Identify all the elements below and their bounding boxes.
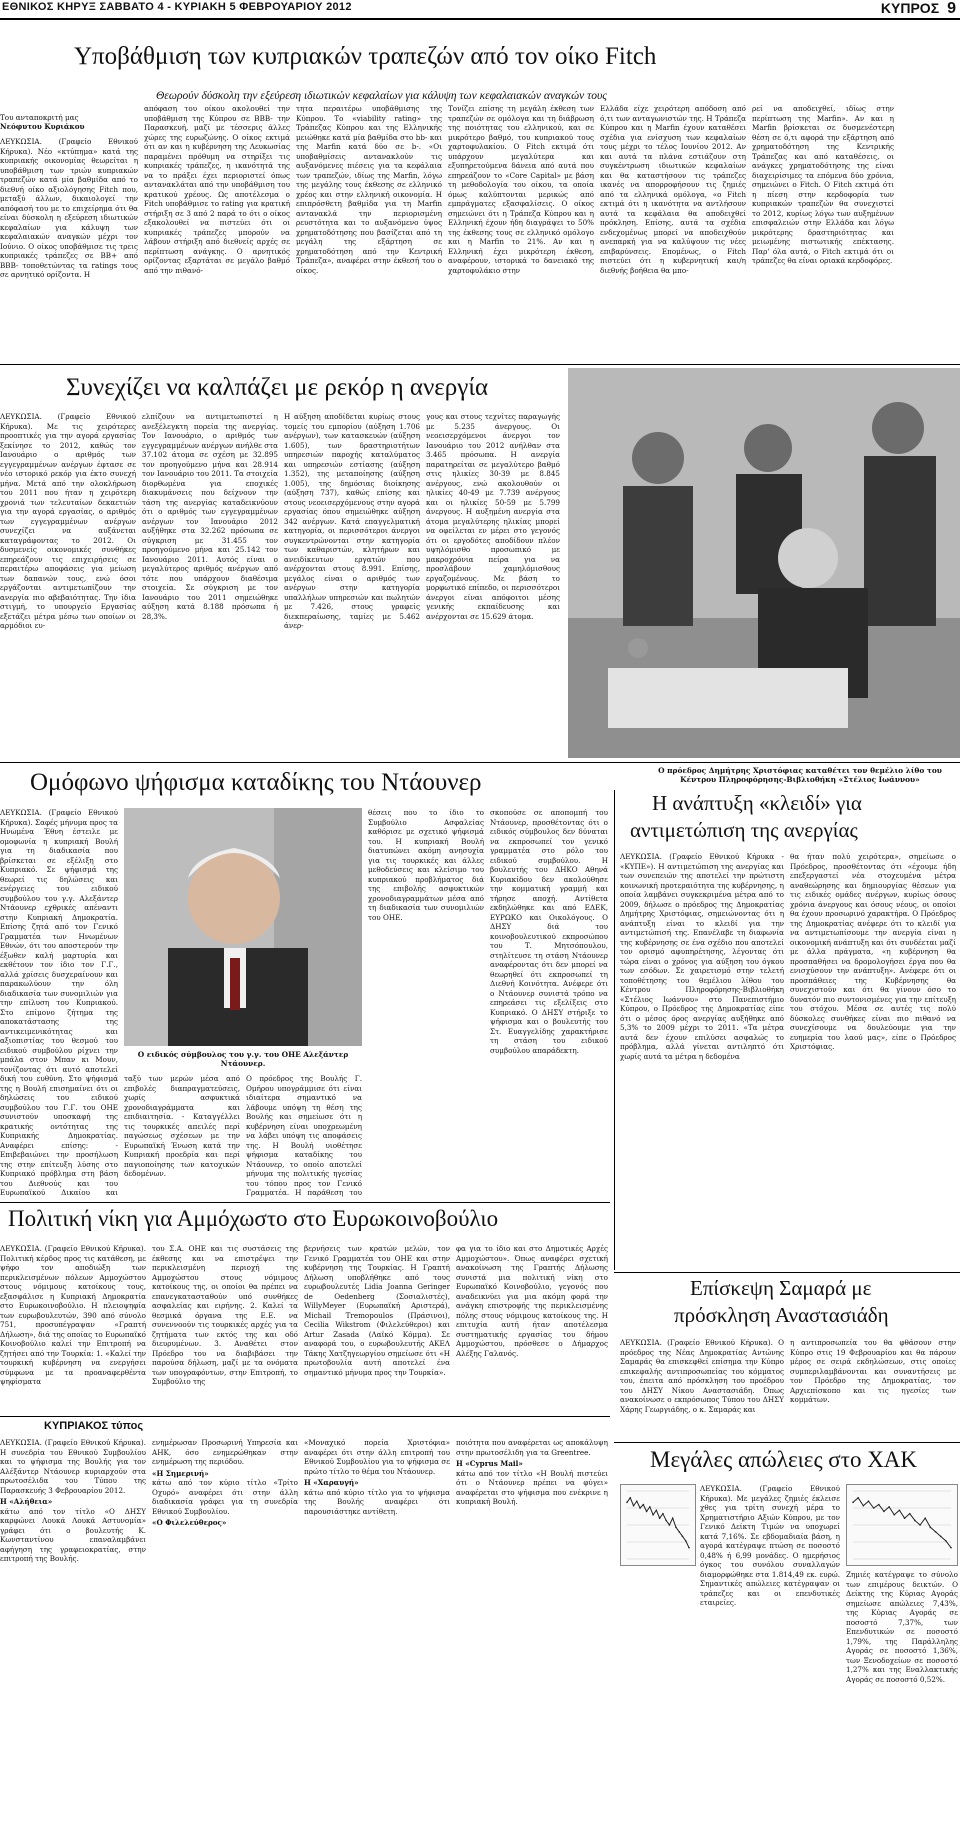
data-point [672,1517,674,1519]
press-label: ΚΥΠΡΙΑΚΟΣ τύπος [44,1420,144,1432]
samaras-headline-1: Επίσκεψη Σαμαρά με [690,1276,872,1300]
data-point [643,1504,645,1506]
fitch-byline [0,113,138,132]
data-point [656,1509,658,1511]
data-point [863,1505,865,1507]
divider [614,1442,960,1443]
fitch-col-1: ΛΕΥΚΩΣΙΑ. (Γραφείο Εθνικού Κήρυκα). Νέο «κτύπημα» κατά της κυπριακής οικονομίας θεωρείται η υποβάθμιση των τριών κυπριακών τραπεζών κατά μία βαθμίδα από το διεθνή οίκο αξιολόγησης Fitch που, μεταξύ άλλων, δικαιολογεί την απόφασή του με το επιχείρημα ότι θα είναι δύσκολη η εξεύρεση ιδιωτικών κεφαλαίων για κάλυψη των κεφαλαιακών αναγκών μέχρι τον Ιούνιο. Ο οίκος υποβάθμισε τις τρεις κυπριακές τράπεζες σε BB+ από BBB- τοποθετώντας τα ratings τους σε αρνητικό ορίζοντα. Η [0,137,138,279]
resolution-col-2: θέσεις που το ίδιο το Συμβούλιο Ασφαλείας καθόρισε με σχετικό ψήφισμά του. Η κυπριακή Βουλή διατυπώνει ακόμη ανησυχία για τις τουρκικές και άλλες μεθοδεύσεις και κλείσιμο του κυπριακού προβλήματος διά της επιβολής ασφυκτικών χρονοδιαγραμμάτων μέσα από τη διαδικασία των συνομιλιών του ΟΗΕ. [368,808,484,922]
resolution-col-2b: ταξύ των μερών μέσα από επιβολές διαπραγματεύσεις, χωρίς ασφυκτικά χρονοδιαγράμματα και επιδιαιτησία. - Καταγγέλλει τις τουρκικές απειλές περί παγώσεως σχέσεων με την Ευρωπαϊκή Ένωση κατά την Κυπριακή προεδρία και περί παγιοποίησης των κατοχικών δεδομένων. [124,1074,240,1178]
ceremony-photo-caption: Ο πρόεδρος Δημήτρης Χριστόφιας καταθέτει τον θεμέλιο λίθο του Κέντρου Πληροφόρησης-Βιβλιοθήκη «Στέλιος Ιωάννου» [658,766,942,785]
page-number: 9 [947,0,956,17]
divider [614,1272,960,1273]
ceremony-photo-image [568,368,960,758]
fitch-subhead: Θεωρούν δύσκολη την εξεύρεση ιδιωτικών κεφαλαίων για κάλυψη των κεφαλαιακών αναγκών τους [156,90,607,102]
data-point [914,1520,916,1522]
famagusta-headline: Πολιτική νίκη για Αμμόχωστο στο Ευρωκοινοβούλιο [8,1206,499,1231]
downer-photo-image [124,808,362,1046]
stocks-col-1: ΛΕΥΚΩΣΙΑ. (Γραφείο Εθνικού Κήρυκα). Με μεγάλες ζημιές έκλεισε χθες για τρίτη συνεχή μέρα το Χρηματιστήριο Αξιών Κύπρου, με τον Γενικό Δείκτη Τιμών να υποχωρεί κατά 7,16%. Σε εβδομαδιαία βάση, η αγορά κατέγραψε πτώση σε ποσοστό 0,48% ή 6,99 μονάδες. Ο ημερήσιος όγκος του συνόλου συναλλαγών διαμορφώθηκε στα 1.814,49 εκ. ευρώ. Σημαντικές απώλειες κατέγραψαν οι τράπεζες και οι επενδυτικές εταιρείες. [700,1484,840,1607]
famagusta-col-3: βερνήσεις των κρατών μελών, τον Γενικό Γραμματέα του ΟΗΕ και στην κυβέρνηση της Τουρκίας. Η Γραπτή Δήλωση υποβλήθηκε από τους ευρωβουλευτές Lidia Joanna Geringer de Oedenberg (Σοσιαλιστές), WillyMeyer (Ευρωπαϊκή Αριστερά), Michail Tremopoulos (Πράσινοι), Cecilia Wikstrom (Φιλελεύθεροι) και Artur Zasada (Λαϊκό Κόμμα). Σε αναφορά του, ο ευρωβουλευτής ΑΚΕΛ Τάκης Χατζηγεωργίου σημείωσε ότι «Η πρωτοβουλία αυτή αποτελεί ένα σημαντικό μήνυμα προς την Τουρκία». [304,1244,450,1377]
unemployment-col-3: Η αύξηση αποδίδεται κυρίως στους τομείς του εμπορίου (αύξηση 1.706 ανέργων), των κατασκευών (αύξηση 1.605), των δραστηριοτήτων υπηρεσιών παροχής καταλύματος και υπηρεσιών εστίασης (αύξηση 1.352), της μεταποίησης (αύξηση 1.005), της δημόσιας διοίκησης (αύξηση 737), καθώς επίσης και στους νεοεισερχόμενους στην αγορά εργασίας όπου σημειώθηκε αύξηση 342 ανέργων. Κατά επαγγελματική κατηγορία, οι περισσότεροι άνεργοι συγκεντρώνονται στην κατηγορία των καθαριστών, κλητήρων και ανειδίκευτων εργατών που ανέρχονται στους 8.991. Επίσης, μεγάλος είναι ο αριθμός των ανέργων στην κατηγορία υπαλλήλων υπηρεσιών και πωλητών με 7.426, στους γραφείς διεκπεραίωσης, ταμίες με 5.462 άνερ- [284,412,420,630]
press-col-2 [152,1438,298,1832]
unemployment-col-1: ΛΕΥΚΩΣΙΑ. (Γραφείο Εθνικού Κήρυκα). Με τις χειρότερες προοπτικές για την αγορά εργασίας ξεκίνησε το 2012, καθώς τον Ιανουάριο ο αριθμός των εγγεγραμμένων ανέργων έφτασε σε νέο ιστορικό ρεκόρ για έκτο συνεχή μήνα. Μετά από την ολοκλήρωση του 2011 που ήταν η χειρότερη χρονιά των τελευταίων δεκαετιών για την αγορά εργασίας, ο αριθμός των εγγεγραμμένων ανέργων συνεχίζει να αυξάνεται καταγράφοντας το 2012. Οι δυσμενείς οικονομικές συνθήκες επηρεάζουν τις επιχειρήσεις σε περαιτέρω αποφάσεις για μείωση των δαπανών τους, ενώ όσοι εργάζονται αντιμετωπίζουν την ανεργία πιο αβεβαιότητας. Την ίδια στιγμή, το υπουργείο Εργασίας εξετάζει μέτρα μέσω των οποίων οι αρμόδιοι ευ- [0,412,136,630]
data-point [878,1504,880,1506]
series-line [627,1498,689,1548]
fitch-headline: Υποβάθμιση των κυπριακών τραπεζών από τον οίκο Fitch [74,43,657,70]
stocks-headline: Μεγάλες απώλειες στο ΧΑΚ [650,1447,918,1472]
data-point [652,1514,654,1516]
press-subhead: Η «Cyprus Mail» [456,1459,523,1468]
resolution-headline: Ομόφωνο ψήφισμα καταδίκης του Ντάουνερ [30,769,482,796]
downer-photo [124,808,362,1046]
data-point [893,1514,895,1516]
resolution-col-1: ΛΕΥΚΩΣΙΑ. (Γραφείο Εθνικού Κήρυκα). Σαφές μήνυμα προς τα Ηνωμένα Έθνη έστειλε με ομοφωνία η κυπριακή Βουλή για τη διαδικασία που βρίσκεται σε εξέλιξη στο Κυπριακό. Σε ψήφισμά της θεωρεί τις δηλώσεις και ενέργειες του ειδικού συμβούλου του γ.γ. Αλεξάντερ Ντάουνερ εχθρικές απέναντι στην Κυπριακή Δημοκρατία. Επίσης ζητά από τον Γενικό Γραμματέα των Ηνωμένων Εθνών, ότι του αποστερούν την έξωθεν καλή μαρτυρία και εκθέτουν τον ίδιο τον Γ.Γ., αλλά χρίσεις δυσχεραίνουν και παρακωλύουν την όλη διαδικασία των συνομιλιών για την επίλυση του Κυπριακού. Στο επίμονο ζήτημα της αποκατάστασης της αντικειμενικότητας και αξιοπιστίας του θεσμού του ειδικού συμβούλου ρίχνει την μπάλα στον Μπαν κι Μουν, τονίζοντας ότι αυτό αποτελεί δική του ευθύνη. Στο ψήφισμά της η Βουλή επισημαίνει ότι οι δηλώσεις του ειδικού συμβούλου του Γ.Γ. του ΟΗΕ συνιστούν υποσκαφή της κρατικής οντότητας της Κυπριακής Δημοκρατίας. Αναφέρει επίσης: - Επιβεβαιώνει την προσήλωση της στην επίτευξη λύσης στο Κυπριακό πρόβλημα στη βάση του Διεθνούς και του Ευρωπαϊκού Δικαίου και [0,808,118,1197]
stocks-chart-2 [846,1484,958,1566]
column-rule [614,790,615,1270]
data-point [909,1513,911,1515]
data-point [883,1511,885,1513]
divider [0,1416,610,1417]
data-point [950,1547,952,1549]
section-label: ΚΥΠΡΟΣ [880,0,940,16]
resolution-col-3: Ο πρόεδρος της Βουλής Γ. Ομήρου υπογράμμισε ότι είναι ιδιαίτερα σημαντικό να λάβουμε υπόψη τη θέση της Βουλής και σημείωσε ότι η κυβέρνηση είναι υποχρεωμένη να λάβει υπόψη τις αποφάσεις της. Η Βουλή υιοθέτησε ψήφισμα καταδίκης του Ντάουνερ, το οποίο αποτελεί μήνυμα της πολιτικής ηγεσίας του τόπου προς τον Γενικό Γραμματέα. Η παράθεση του [246,1074,362,1197]
press-subhead: Η «Χαραυγή» [304,1478,359,1487]
data-point [924,1517,926,1519]
data-point [665,1520,667,1522]
stocks-chart-plot [621,1485,695,1565]
data-point [629,1497,631,1499]
data-point [633,1505,635,1507]
data-point [919,1524,921,1526]
growth-headline-1: Η ανάπτυξη «κλειδί» για [652,791,862,815]
press-text: «Μοναχικό πορεία Χριστόφια» αναφέρει ότι στην άλλη επιτροπή του Εθνικού Συμβουλίου για το ψήφισμα σε πρώτο τίτλο το θέμα του Ντάουνερ. [304,1438,450,1476]
data-point [685,1540,687,1542]
data-point [904,1517,906,1519]
samaras-col-2: η αντιπροσωπεία του θα φθάσουν στην Κύπρο στις 19 Φεβρουαρίου και θα πάρουν μέρος σε σειρά εκδηλώσεων, στις οποίες συμπεριλαμβάνονται και συναντήσεις με τον Πρόεδρο της Δημοκρατίας, τον Αρχιεπίσκοπο και τις ηγεσίες των κομμάτων. [790,1338,956,1404]
fitch-col-2: απόφαση του οίκου ακολουθεί την υποβάθμιση της Κύπρου σε BBB- την Παρασκευή, μαζί με τέσσερις άλλες χώρες της ευρωζώνης. Ο οίκος εκτιμά ότι αν και η κυβέρνηση της Λευκωσίας παραμένει πρόθυμη να στηρίξει τις κυπριακές τράπεζες, η ικανότητά της να το πράξει έχει περιοριστεί όπως αντανακλάται από την υποβάθμιση του κρατικού χρέους. Ως αποτέλεσμα ο Fitch υποβάθμισε το rating για κρατική στήριξη σε 3 από 2 παρά το ότι ο οίκος εξακολουθεί να πιστεύει ότι οι κυπριακές τράπεζες μπορούν να λάβουν στήριξη από διεθνείς αρχές σε περίπτωση ανάγκης. Ο αρνητικός ορίζοντας εξαρτάται σε μεγάλο βαθμό από την πιθανό- [144,104,290,275]
stocks-col-2: Ζημιές κατέγραψε το σύνολο των επιμέρους δεικτών. Ο Δείκτης της Κύριας Αγοράς σημείωσε απώλειες 7,43%, της Κύριας Αγοράς σε ποσοστό 7,37%, των Επενδυτικών σε ποσοστό 1,79%, της Παράλληλης Αγοράς σε ποσοστό 1,36%, των Ξενοδοχείων σε ποσοστό 1,27% και της Εναλλακτικής Αγοράς σε ποσοστό 0,52%. [846,1570,958,1684]
masthead-paper-date: ΕΘΝΙΚΟΣ ΚΗΡΥΞ ΣΑΒΒΑΤΟ 4 - ΚΥΡΙΑΚΗ 5 ΦΕΒΡΟΥΑΡΙΟΥ 2012 [2,1,352,13]
data-point [873,1507,875,1509]
downer-photo-caption: Ο ειδικός σύμβουλος του γ.γ. του ΟΗΕ Αλεξάντερ Ντάουνερ. [137,1050,349,1069]
data-point [857,1497,859,1499]
growth-col-2: θα ήταν πολύ χειρότερα», σημείωσε ο Πρόεδρος, προσθέτοντας ότι «έχουμε ήδη επεξεργαστεί νέα στοχευμένα μέτρα αναθεώρησης και δημιουργίας θέσεων για τις ειδικές ομάδες ανέργων, κυρίως όσους χρόνια άνεργους και όσους νέους, οι οποίοι θα έχουν προσωρινό χαρακτήρα. Ο Πρόεδρος της Δημοκρατίας ανέφερε ότι το κλειδί για να αντιμετωπίσουμε την ανεργία είναι η οικονομική ανάπτυξη και ότι συνδέεται μαζί με άλλα πράγματα, «η κυβέρνηση θα προσπαθήσει να δρομολογήσει έργα που θα ενισχύσουν την ανάπτυξη». Ανέφερε ότι οι προσπάθειες της Κυβέρνησης θα συνεχιστούν και ότι θα γίνουν όσο το δυνατόν πιο συντονισμένες για την επίτευξη του στόχου. Μέσα σε αυτές τις πολύ δύσκολες συνθήκες είναι πιο πιθανό να συνεχίσουμε να δουλεύουμε για την ευημερία του λαού μας», είπε ο Πρόεδρος Χριστόφιας. [790,852,956,1051]
stocks-chart [620,1484,696,1566]
divider [0,364,960,365]
press-text: κάτω από τον κύριο τίτλο «Τρίτο Οχυρό» αναφέρει ότι στην άλλη διαδικασία γράφει για τη συνεδρία Εθνικού Συμβουλίου. [152,1478,298,1516]
stocks-chart-plot-2 [847,1485,957,1565]
press-text: κάτω από τον τίτλο «Ο ΔΗΣΥ καρφώνει Λουκά Λουκά Αστυνομία» γράφει ότι ο βουλευτής Κ. Κωνσταντίνου επαναλαμβάνει αφήγηση της γραφειοκρατίας, στην επιτροπή της Βουλής. [0,1506,146,1563]
famagusta-col-2: του Σ.Α. ΟΗΕ και τις συστάσεις της έκθεσης και να επιστρέψει την περικλεισμένη περιοχή της Αμμοχώστου στους νόμιμους κατοίκους της, οι οποίοι θα πρέπει να επανεγκατασταθούν υπό συνθήκες ασφαλείας και ειρήνης. 2. Καλεί τα θεσμικά όργανα της Ε.Ε. να συνεννοούν τις τουρκικές αρχές για τα ζητήματα των εκτός της και οδό διευρυμένων. 3. Αναθέτει στον Πρόεδρο του να διαβιβάσει την παρούσα δήλωση, μαζί με τα ονόματα των υπογραφόντων, στην Επιτροπή, το Συμβούλιο της [152,1244,298,1386]
data-point [935,1531,937,1533]
data-point [930,1526,932,1528]
press-subhead: «Η Σημερινή» [152,1468,209,1478]
famagusta-col-4: φα για το ίδιο και στο Δημοτικές Αρχές Αμμοχώστου». Όπως αναφέρει σχετική ανακοίνωση της Γραπτής Δήλωσης συνιστά μια πολιτική νίκη στο Ευρωπαϊκό Κοινοβούλιο, γεγονός που αναδεικνύει για μια ακόμη φορά την ανάγκη επιστροφής της περικλεισμένης πόλης στους νόμιμους κατοίκους της. Η επιτυχία αυτή ήταν αποτέλεσμα συστηματικής εργασίας του δήμου Αμμοχώστου, πρόσθεσε ο Δήμαρχος Αλέξης Γαλανός. [456,1244,608,1358]
data-point [636,1500,638,1502]
famagusta-col-1: ΛΕΥΚΩΣΙΑ. (Γραφείο Εθνικού Κήρυκα). Πολιτική κέρδος προς τις κατάθεση, με ψήφο τον αποδιώξη των περικλεισμένων πόλεων Αμμοχώστου στους νόμιμους κατοίκους τους, εξασφάλισε η Κυπριακή Δημοκρατία στο Ευρωκοινοβούλιο. Η πλειοψηφία των ευρωβουλευτών, 390 από σύνολο 751, προσυπέγραψαν «Γραπτή Δήλωση», διά της οποίας το Ευρωπαϊκό Κοινοβούλιο καλεί την Επιτροπή να ζητήσει από την Τουρκία: 1. «Καλεί την τουρκική κυβέρνηση να ενεργήσει σύμφωνα με τα προαναφερθέντα ψηφίσματα [0,1244,146,1386]
press-text: κάτω από κύριο τίτλο για το ψήφισμα της Βουλής αναφέρει ότι παρουσιάστηκε αντίθετη. [304,1487,450,1516]
press-col-3 [304,1438,450,1832]
press-text: κάτω από τον τίτλο «Η Βουλή πιστεύει ότι ο Ντάουνερ πρέπει να φύγει» αναφέρεται στο ψήφισμα που ενέκρινε η κυπριακή Βουλή. [456,1468,608,1506]
data-point [639,1507,641,1509]
data-point [945,1540,947,1542]
press-col-1 [0,1438,146,1832]
press-subhead: «Ο Φιλελεύθερος» [152,1518,227,1527]
press-col-4 [456,1438,608,1832]
data-point [688,1547,690,1549]
data-point [662,1513,664,1515]
fitch-col-4: Τονίζει επίσης τη μεγάλη έκθεση των τραπεζών σε ομόλογα και τη διάβρωση της ποιότητας του ελληνικού, και σε μικρότερο βαθμό, του κυπριακού τους χαρτοφυλακίου. Ο Fitch εκτιμά ότι υπάρχουν μεγαλύτερα και εξυπηρετούμενα δάνεια από αυτά που επηρεάζουν το «Core Capital» με βάση τη μεθοδολογία του οίκου, τα οποία όμως καλύπτονται μερικώς από εμπράγματες εξασφαλίσεις. Ο οίκος σημειώνει ότι η Τράπεζα Κύπρου και η Ελληνική έχουν ήδη διαγράψει το 50% της έκθεσης τους σε ελληνικό ομόλογο και η Marfin το 21%. Αν και η Ελληνική έχει μικρότερη έκθεση, αναφέρουν, ιστορικά το δανειακό της χαρτοφυλάκιο στην [448,104,594,275]
resolution-col-4: σκοπούσε σε αποπομπή του Ντάουνερ, προσθέτοντας ότι ο ειδικός σύμβουλος δεν δύναται να εκπροσωπεί τον γενικό γραμματέα στο ρόλο του ειδικού συμβούλου. Η βουλευτής του ΔΗΚΟ Αθηνά Κυριακίδου δεν ακολούθησε την κομματική γραμμή και τήρησε αποχή. Αντίθετα εκδηλώθηκε και από ΕΔΕΚ, ΕΥΡΩΚΟ και Οικολόγους. Ο ΔΗΣΥ διά του κοινοβουλευτικού εκπροσώπου του Τ. Μητσόπουλου, στηλίτευσε τη στάση Ντάουνερ αναφέροντας ότι δεν μπορεί να θεωρηθεί ότι εκπροσωπεί τη Διεθνή Κοινότητα. Ανέφερε ότι ο Ντάουνερ συνιστά τρόπο να επηρεάσει τις εξελίξεις στο Κυπριακό. Ο ΔΗΣΥ στήριξε το ψήφισμα και ο βουλευτής του Στ. Ευαγγελίδης χαρακτήρισε τη στάση του ειδικού συμβούλου απαράδεκτη. [490,808,608,1055]
fitch-col-6: ρεί να αποδειχθεί, ιδίως στην περίπτωση της Marfin». Αν και η Marfin βρίσκεται σε δυσμενέστερη θέση σε ό,τι αφορά την εξάρτηση από χρηματοδότηση της Κεντρικής Τράπεζας και από καταθέσεις, οι ανάγκες χρηματοδότησης της είναι διαχειρίσιμες τα επόμενα δύο χρόνια, σημειώνει ο Fitch. Ο Fitch εκτιμά ότι η πίεση στην κερδοφορία των κυπριακών τραπεζών θα συνεχιστεί το 2012, κυρίως λόγω των αυξημένων επισφαλειών στην Ελλάδα και λόγω μικρότερης δραστηριότητας και μειωμένης πιστωτικής επέκτασης. Παρ' όλα αυτά, ο Fitch εκτιμά ότι οι τράπεζες θα είναι οριακά κερδοφόρες. [752,104,894,265]
data-point [940,1536,942,1538]
data-point [678,1531,680,1533]
divider [0,1202,610,1203]
data-point [649,1506,651,1508]
growth-headline-2: αντιμετώπιση της ανεργίας [630,818,858,842]
data-point [675,1526,677,1528]
data-point [888,1506,890,1508]
data-point [659,1517,661,1519]
byline-author: Νεόφυτου Κυριάκου [0,122,85,132]
fitch-col-5: Ελλάδα είχε χειρότερη απόδοση από ό,τι των ανταγωνιστών της. Η Τράπεζα Κύπρου και η Marfin έχουν καταθέσει σχέδια για ενίσχυση των κεφαλαίων τους μέχρι το τέλος Ιουνίου 2012. Αν και αυτά τα πλάνα εστιάζουν στη συγκέντρωση ιδιωτικών κεφαλαίων και θα καταστήσουν τις τράπεζες ικανές να απορροφήσουν τις ζημιές από τα ελληνικά ομόλογα, «ο Fitch εκτιμά ότι η ικανότητα να αντλήσουν αυτά τα κεφάλαια θα αποδειχθεί πρόκληση. Επίσης, αυτά τα σχέδια ενδεχομένως μπορεί να αποδειχθούν ανεπαρκή για να καλύψουν τις νέες επιβαρύνσεις. Επομένως, ο Fitch πιστεύει ότι η κυβερνητική και/η διεθνής βοήθεια θα μπο- [600,104,746,275]
press-intro: ΛΕΥΚΩΣΙΑ. (Γραφείο Εθνικού Κήρυκα). Η συνεδρία του Εθνικού Συμβουλίου και το ψήφισμα της Βουλής για τον Αλέξάντερ Ντάουνερ κυριαρχούν στα πρωτοσέλιδα του Τύπου της Παρασκευής 3 Φεβρουαρίου 2012. [0,1438,146,1495]
series-line [853,1498,951,1548]
unemployment-col-2: ελπίζουν να αντιμετωπιστεί η ανεξέλεγκτη πορεία της ανεργίας. Τον Ιανουάριο, ο αριθμός των εγγεγραμμένων ανέργων ανήλθε στα 37.102 άτομα σε σχέση με 32.895 τον προηγούμενο μήνα και 28.914 τον Ιανουάριο του 2011. Τα στοιχεία διορθωμένα για εποχικές διακυμάνσεις που δείχνουν την τάση της ανεργίας καταδεικνύουν ότι ο αριθμός των εγγεγραμμένων ανέργων τον Ιανουάριο 2012 αυξήθηκε στα 32.262 πρόσωπα σε σύγκριση με 31.455 τον προηγούμενο μήνα και 25.142 τον Ιανουάριο 2011. Αυτός είναι ο μεγαλύτερος αριθμός ανέργων από τότε που υπάρχουν διαθέσιμα στοιχεία. Σε σύγκριση με τον Ιανουάριο του 2011 σημειώθηκε αύξηση κατά 8.188 πρόσωπα ή 28,3%. [142,412,278,621]
fitch-col-3: τητα περαιτέρω υποβάθμισης της Κύπρου. Το «viability rating» της Τράπεζας Κύπρου και της Ελληνικής μειώθηκε κατά μία βαθμίδα στο bb- και της Marfin κατά δύο σε b-. «Οι υποβαθμίσεις αντανακλούν τις αυξανόμενες πιέσεις για τα κεφάλαια των τραπεζών, ιδίως της Marfin, λόγω της μεγάλης τους έκθεσης σε ελληνικό χρέος και στην ελληνική οικονομία. Η επιπρόσθετη βαθμίδα για τη Marfin αντανακλά την περιορισμένη ρευστότητα και το αυξανόμενο ύψος χρηματοδότησης που βασίζεται από τη μεγάλη της εξάρτηση σε χρηματοδότηση από την Κεντρική Τράπεζα», αναφέρει στην έκθεσή του ο οίκος. [296,104,442,275]
data-point [646,1511,648,1513]
unemployment-headline: Συνεχίζει να καλπάζει με ρεκόρ η ανεργία [66,374,489,401]
masthead-section [881,0,956,18]
growth-col-1: ΛΕΥΚΩΣΙΑ. (Γραφείο Εθνικού Κήρυκα - «ΚΥΠΕ»). Η αντιμετώπιση της ανεργίας και των συνεπειών της αποτελεί την πρώτιστη κοινωνική προτεραιότητα της κυβέρνησης, η οποία λαμβάνει συγκεκριμένα μέτρα από το 2009, δήλωσε ο πρόεδρος της Δημοκρατίας Δημήτρης Χριστόφιας, σημειώνοντας ότι η ανάπτυξη είναι το κλειδί για την αντιμετώπισή της. Επανέλαβε τη διαφωνία της κυβέρνησης σε ένα σχέδιο που αποτελεί τον ορισμό αφυπηρέτησης, λέγοντας ότι τώρα είναι ο χρόνος για αύξηση του όγκου των εσόδων. Σε χαιρετισμό στην τελετή τοποθέτησης του θεμέλιου λίθου του Κέντρου Πληροφόρησης-Βιβλιοθήκη «Στέλιος Ιωάννου» στο Πανεπιστήμιο Κύπρου, ο Πρόεδρος της Δημοκρατίας είπε ότι ο μέσος όρος ανεργίας αυξήθηκε από 5,3% το 2009 μέχρι το 2011. «Τα μέτρα αυτά δεν έχουν επιλύσει ασφαλώς το πρόβλημα, αλλά γίνεται αντιληπτό ότι χωρίς αυτά τα μέτρα η δεδομένα [620,852,784,1061]
samaras-col-1: ΛΕΥΚΩΣΙΑ. (Γραφείο Εθνικού Κήρυκα). Ο πρόεδρος της Νέας Δημοκρατίας Αντώνης Σαμαράς θα επισκεφθεί επίσημα την Κύπρο επικεφαλής αντιπροσωπείας του κόμματος του, έπειτα από πρόσκληση του προέδρου του ΔΗΣΥ Νίκου Αναστασιάδη. Όπως ανακοίνωσε ο εκπρόσωπος Τύπου του ΔΗΣΥ Χάρης Γεωργιάδης, ο κ. Σαμαράς και [620,1338,784,1414]
data-point [868,1500,870,1502]
unemployment-col-4: γους και στους τεχνίτες παραγωγής με 5.235 άνεργους. Οι νεοεισερχόμενοι άνεργοι τον Ιανουάριο του 2012 ανήλθαν στα 3.465 πρόσωπα. Η ανεργία παρατηρείται σε μεγαλύτερο βαθμό στις ηλικίες 30-39 με 8.845 ανέργους, ενώ ακολουθούν οι ηλικίες 40-49 με 7.739 ανέργους και οι ηλικίες 50-59 με 5.799 άνεργους. Η αυξημένη ανεργία στα άτομα μεγαλύτερης ηλικίας μπορεί να οφείλεται εν μέρει στο γεγονός ότι οι εργοδότες αποδίδουν πλέον υψηλόμισθο προσωπικό με μακροχρόνια πείρα για να προσλάβουν χαμηλόμισθους εργαζομένους. Με βάση το μορφωτικό επίπεδο, οι περισσότεροι άνεργοι είναι απόφοιτοι μέσης γενικής εκπαίδευσης και ανέρχονται σε 15.629 άτομα. [426,412,560,621]
byline-intro: Του ανταποκριτή μας [0,113,79,122]
data-point [626,1502,628,1504]
data-point [852,1502,854,1504]
data-point [899,1509,901,1511]
press-text: ποιότητα που αναφέρεται ως αποκάλυψη στην πρωτοσέλιδη για τα Greentree. [456,1438,608,1457]
data-point [669,1524,671,1526]
data-point [682,1536,684,1538]
ceremony-photo [568,368,960,758]
press-subhead: Η «Αλήθεια» [0,1497,53,1506]
divider [0,762,960,763]
samaras-headline-2: πρόσκληση Αναστασιάδη [674,1303,889,1327]
press-text: ενημέρωσαν Προσωρινή Υπηρεσία και ΑΗΚ, όσο ενημερώθηκαν στην ενημέρωση της περιόδου. [152,1438,298,1466]
